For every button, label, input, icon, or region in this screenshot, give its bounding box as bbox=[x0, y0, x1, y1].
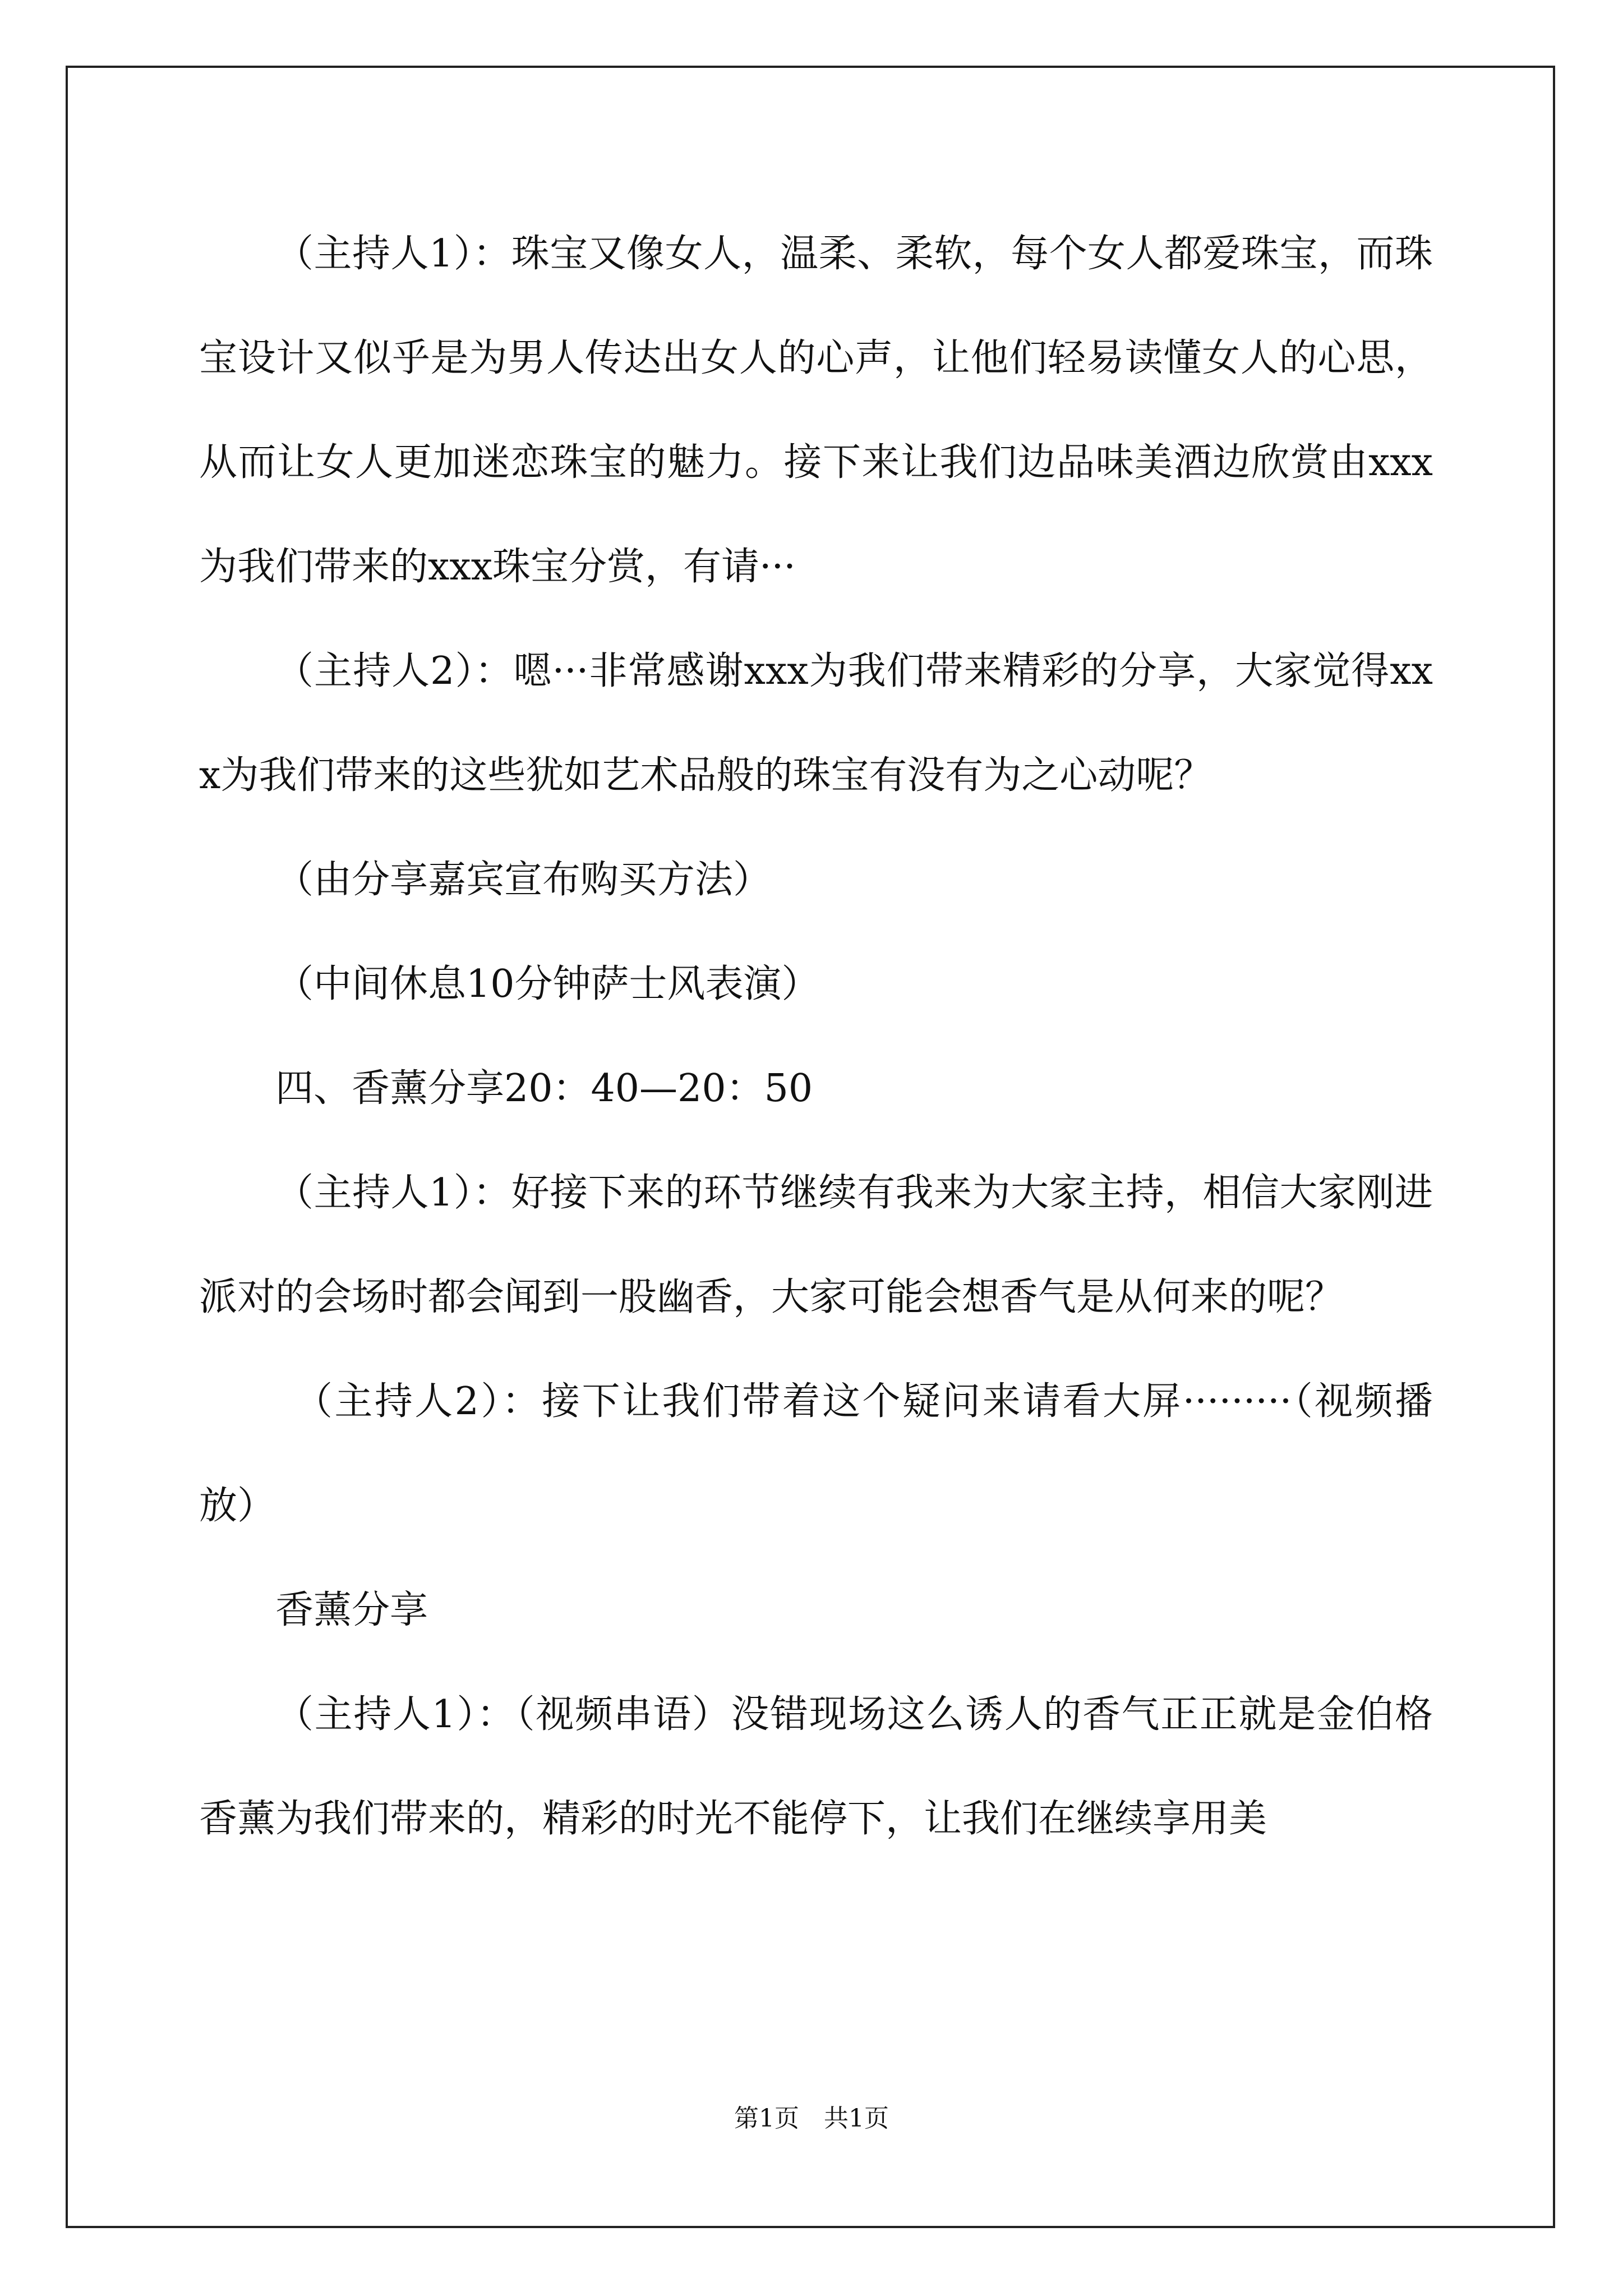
section-heading-aroma: 四、香薰分享20：40—20：50 bbox=[275, 1066, 813, 1111]
document-body bbox=[199, 202, 1433, 1871]
paragraph-aroma-share: 香薰分享 bbox=[275, 1588, 428, 1632]
page-number-footer: 第1页 共1页 bbox=[734, 2104, 889, 2133]
paragraph-host2-video: （主持人2）：接下让我们带着这个疑问来请看大屏·········（视频播放） bbox=[199, 1379, 1433, 1528]
paragraph-host1-video-narration: （主持人1）：（视频串语）没错现场这么诱人的香气正正就是金伯格香薰为我们带来的，精彩的时光不能停下，让我们在继续享用美 bbox=[199, 1692, 1433, 1841]
paragraph-intermission: （中间休息10分钟萨士风表演） bbox=[275, 962, 820, 1006]
paragraph-host2-thanks: （主持人2）：嗯···非常感谢xxx为我们带来精彩的分享，大家觉得xxx为我们带来的这些犹如艺术品般的珠宝有没有为之心动呢？ bbox=[199, 649, 1433, 798]
paragraph-host1-aroma: （主持人1）：好接下来的环节继续有我来为大家主持，相信大家刚进派对的会场时都会闻到一股幽香，大家可能会想香气是从何来的呢？ bbox=[199, 1171, 1433, 1319]
paragraph-purchase-method: （由分享嘉宾宣布购买方法） bbox=[275, 858, 772, 902]
paragraph-host1-jewelry: （主持人1）：珠宝又像女人，温柔、柔软，每个女人都爱珠宝，而珠宝设计又似乎是为男人传达出女人的心声，让他们轻易读懂女人的心思，从而让女人更加迷恋珠宝的魅力。接下来让我们边品味美酒边欣赏由xxx为我们带来的xxx珠宝分赏，有请··· bbox=[199, 232, 1433, 589]
